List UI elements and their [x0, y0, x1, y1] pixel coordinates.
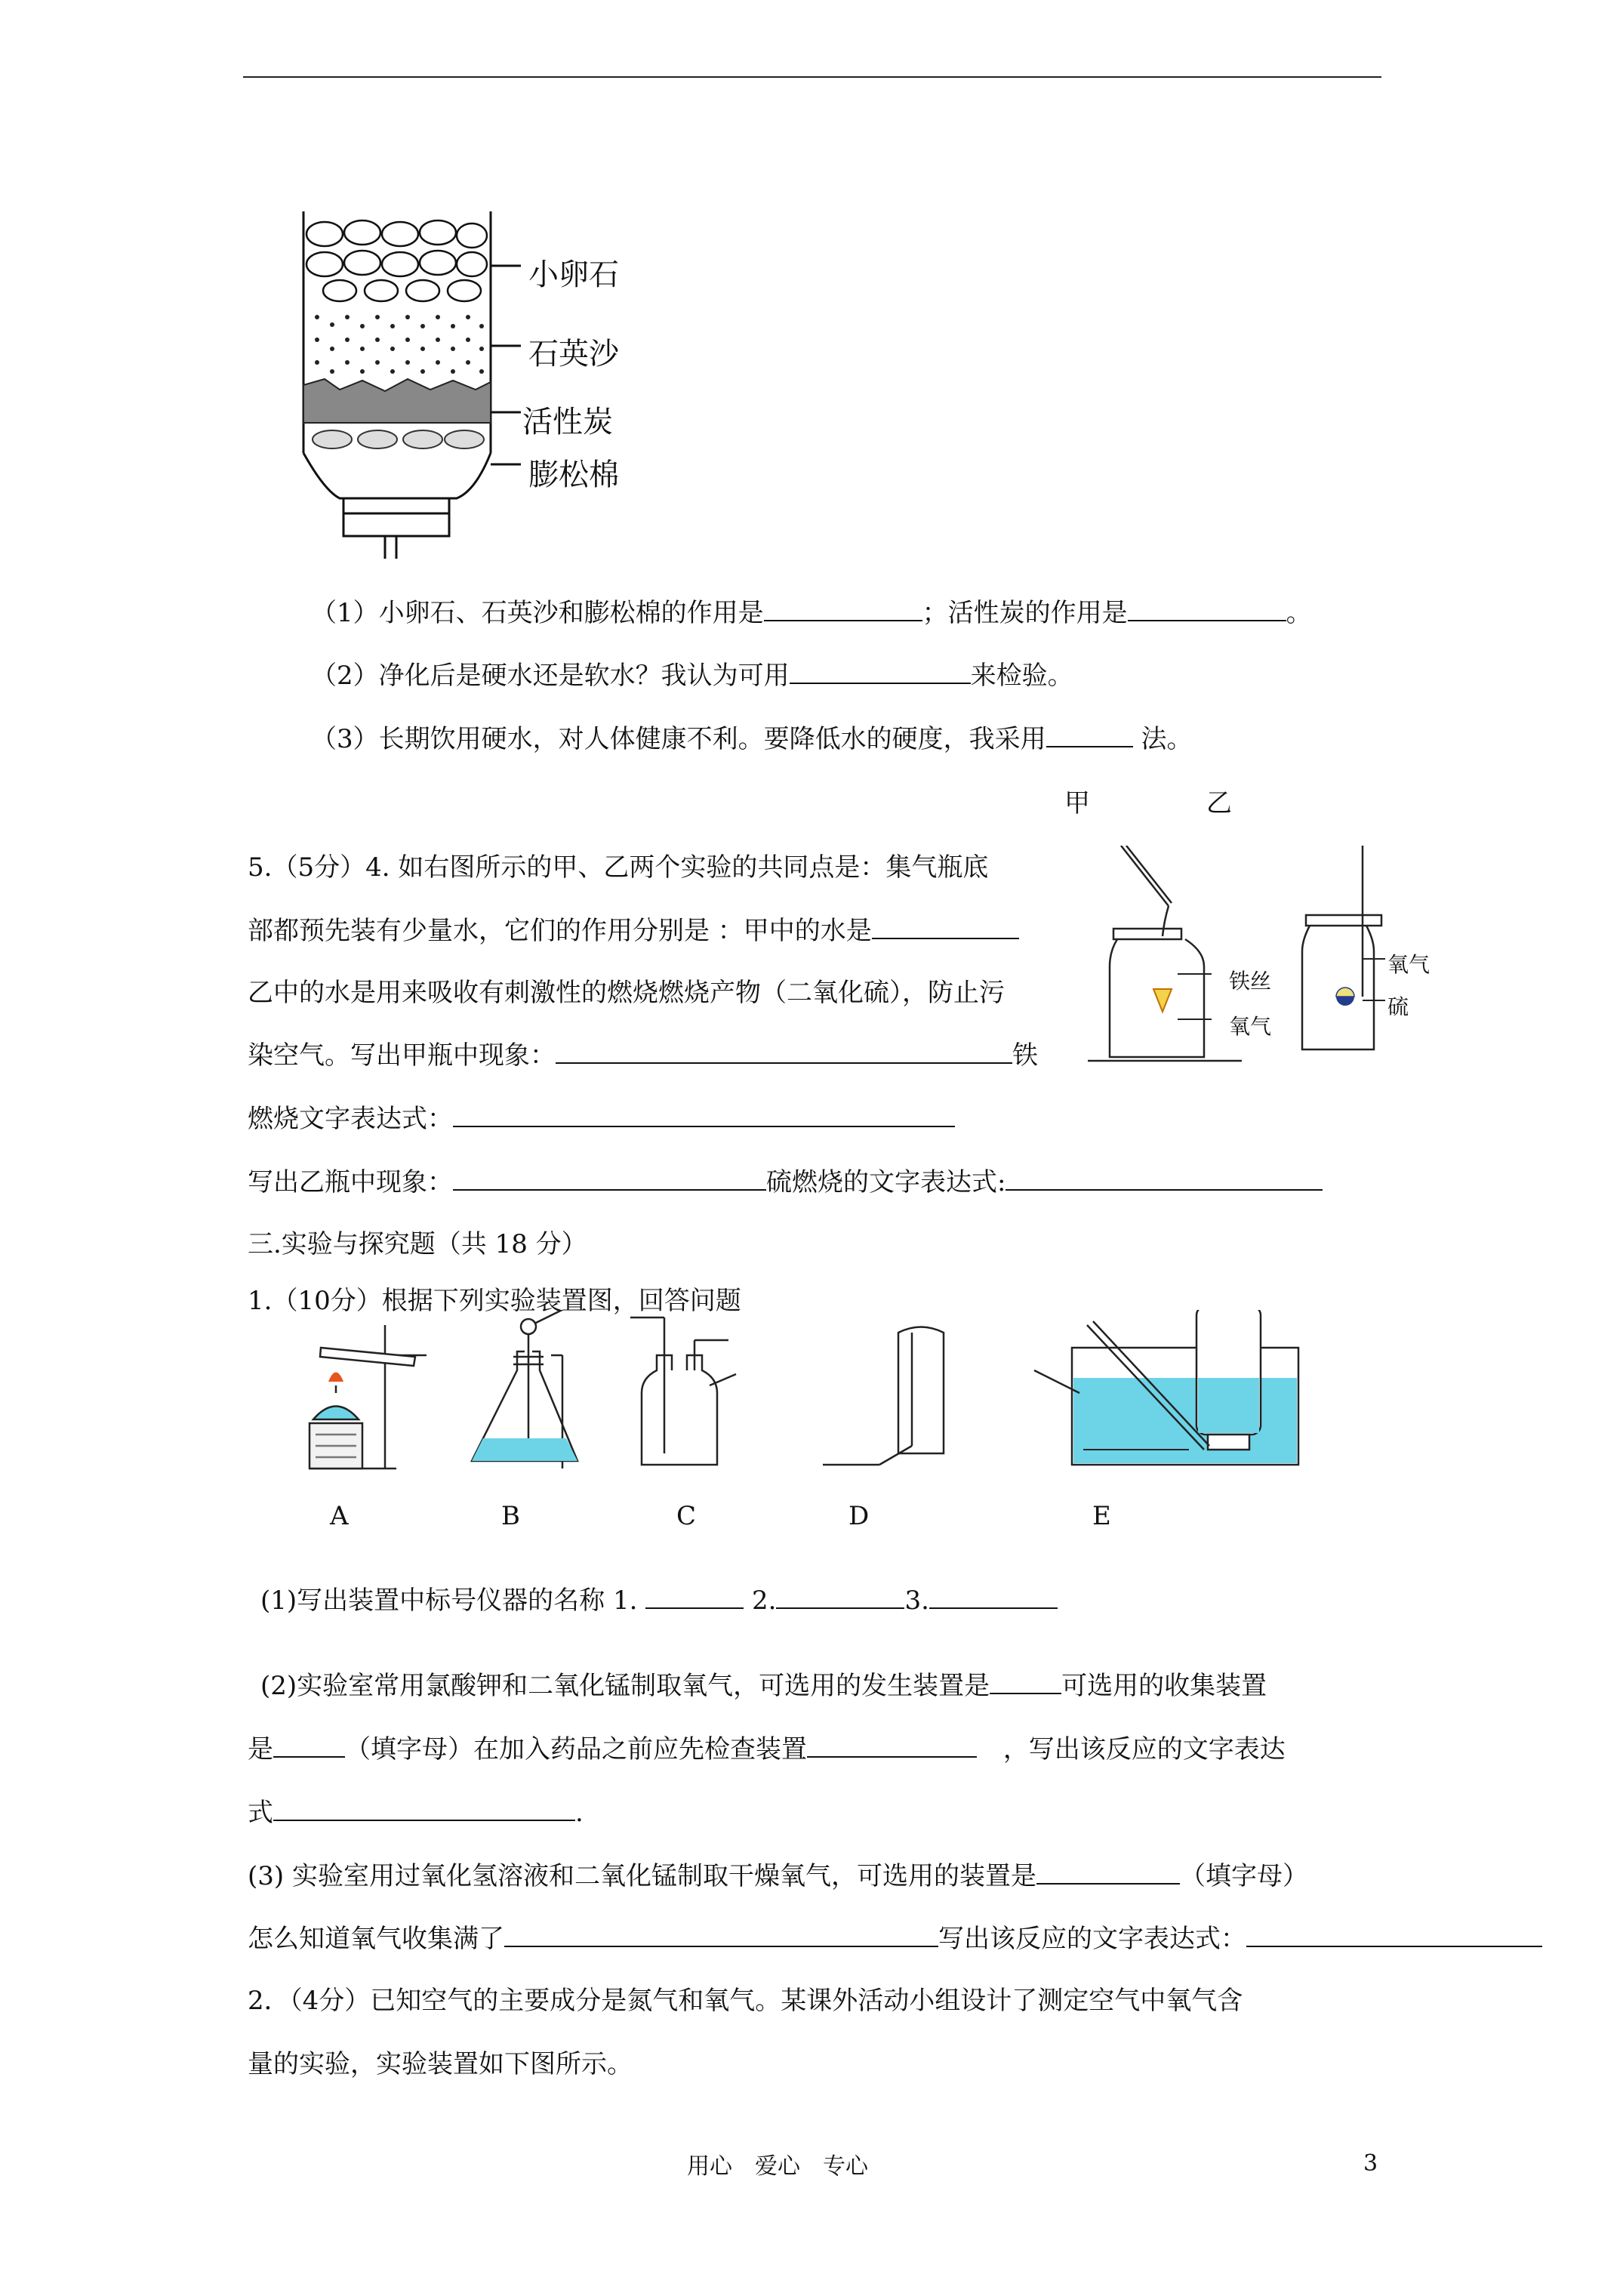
s3-q1-part3-line1: (3) 实验室用过氧化氢溶液和二氧化锰制取干燥氧气，可选用的装置是 （填字母）: [248, 1861, 1308, 1891]
apparatus-c: [630, 1318, 736, 1465]
q5-line5: 燃烧文字表达式：: [248, 1102, 955, 1136]
s3-q1-part2-line1: (2)实验室常用氯酸钾和二氧化锰制取氧气，可选用的发生装置是 可选用的收集装置: [260, 1671, 1267, 1701]
q5-blank-4[interactable]: [453, 1166, 766, 1191]
q4-blank-2[interactable]: [1128, 597, 1286, 621]
s3-q2-line2: 量的实验，实验装置如下图所示。: [248, 2049, 633, 2079]
s3-q1-blank-3[interactable]: [929, 1585, 1058, 1609]
header-rule: [243, 76, 1381, 78]
s3-q1-blank-10[interactable]: [1246, 1923, 1542, 1947]
filter-label-cotton: 膨松棉: [528, 458, 619, 492]
s3-q1-blank-4[interactable]: [990, 1670, 1061, 1694]
filter-label-pebbles: 小卵石: [528, 257, 619, 292]
s3-q1-part2-line3: 式 .: [248, 1798, 584, 1828]
water-filter-figure: [294, 204, 687, 574]
s3-q1-blank-7[interactable]: [273, 1797, 575, 1821]
q4-part2: （2）净化后是硬水还是软水？我认为可用 来检验。: [311, 661, 1073, 691]
q5-line6: 写出乙瓶中现象： 硫燃烧的文字表达式:: [248, 1165, 1323, 1200]
q5-line2: 部都预先装有少量水，它们的作用分别是 ：甲中的水是: [248, 914, 1019, 948]
label-oxygen-jar2: 氧气: [1387, 952, 1431, 977]
label-oxygen-jar1: 氧气: [1229, 1014, 1272, 1039]
s3-q1-blank-8[interactable]: [1036, 1860, 1180, 1885]
footer-motto: 用心 爱心 专心: [687, 2153, 868, 2180]
s3-q1-blank-5[interactable]: [273, 1734, 345, 1758]
q5-blank-1[interactable]: [872, 915, 1019, 939]
q4-blank-3[interactable]: [790, 660, 971, 684]
q4-part1: （1）小卵石、石英沙和膨松棉的作用是 ；活性炭的作用是 。: [311, 598, 1312, 628]
q4-blank-4[interactable]: [1046, 723, 1133, 747]
s3-q1-title: 1.（10分）根据下列实验装置图，回答问题: [248, 1286, 741, 1316]
label-sulfur: 硫: [1387, 994, 1409, 1019]
q4-part3: （3）长期饮用硬水，对人体健康不利。要降低水的硬度，我采用 法。: [311, 724, 1193, 754]
label-iron-wire: 铁丝: [1229, 969, 1272, 994]
section3-title: 三.实验与探究题（共 18 分）: [248, 1229, 587, 1259]
s3-q1-blank-1[interactable]: [645, 1585, 744, 1609]
apparatus-e: [1034, 1310, 1298, 1465]
s3-q2-line1: 2．（4分）已知空气的主要成分是氮气和氧气。某课外活动小组设计了测定空气中氧气含: [248, 1986, 1243, 2016]
s3-q1-blank-9[interactable]: [504, 1923, 938, 1947]
q5-blank-5[interactable]: [1006, 1166, 1323, 1191]
q5-line1: 5.（5分）4. 如右图所示的甲、乙两个实验的共同点是：集气瓶底: [248, 852, 989, 883]
apparatus-a: [310, 1325, 427, 1469]
apparatus-label-b: B: [501, 1501, 520, 1531]
q5-label-jia: 甲: [1064, 788, 1090, 818]
filter-label-quartz-sand: 石英沙: [528, 337, 619, 371]
q4-blank-1[interactable]: [764, 597, 922, 621]
q5-label-yi: 乙: [1206, 788, 1232, 818]
s3-q1-part2-line2: 是 （填字母）在加入药品之前应先检查装置 ，写出该反应的文字表达: [248, 1734, 1286, 1764]
s3-q1-blank-6[interactable]: [807, 1734, 977, 1758]
q5-blank-2[interactable]: [556, 1040, 1012, 1064]
q5-line4: 染空气。写出甲瓶中现象： 铁: [248, 1040, 1038, 1071]
s3-q1-blank-2[interactable]: [776, 1585, 904, 1609]
apparatus-d: [823, 1327, 944, 1465]
s3-q1-part1: (1)写出装置中标号仪器的名称 1. 2. 3.: [260, 1583, 1058, 1618]
apparatus-label-a: A: [330, 1501, 349, 1531]
apparatus-label-c: C: [676, 1501, 697, 1531]
q5-line3: 乙中的水是用来吸收有刺激性的燃烧燃烧产物（二氧化硫），防止污: [248, 978, 1005, 1008]
apparatus-label-e: E: [1092, 1501, 1111, 1531]
q5-blank-3[interactable]: [453, 1103, 955, 1127]
s3-q1-part3-line2: 怎么知道氧气收集满了 写出该反应的文字表达式：: [248, 1922, 1542, 1956]
filter-label-activated-carbon: 活性炭: [522, 405, 613, 439]
apparatus-label-d: D: [848, 1501, 870, 1531]
page-number: 3: [1363, 2150, 1378, 2177]
apparatus-figure: [294, 1310, 1321, 1476]
